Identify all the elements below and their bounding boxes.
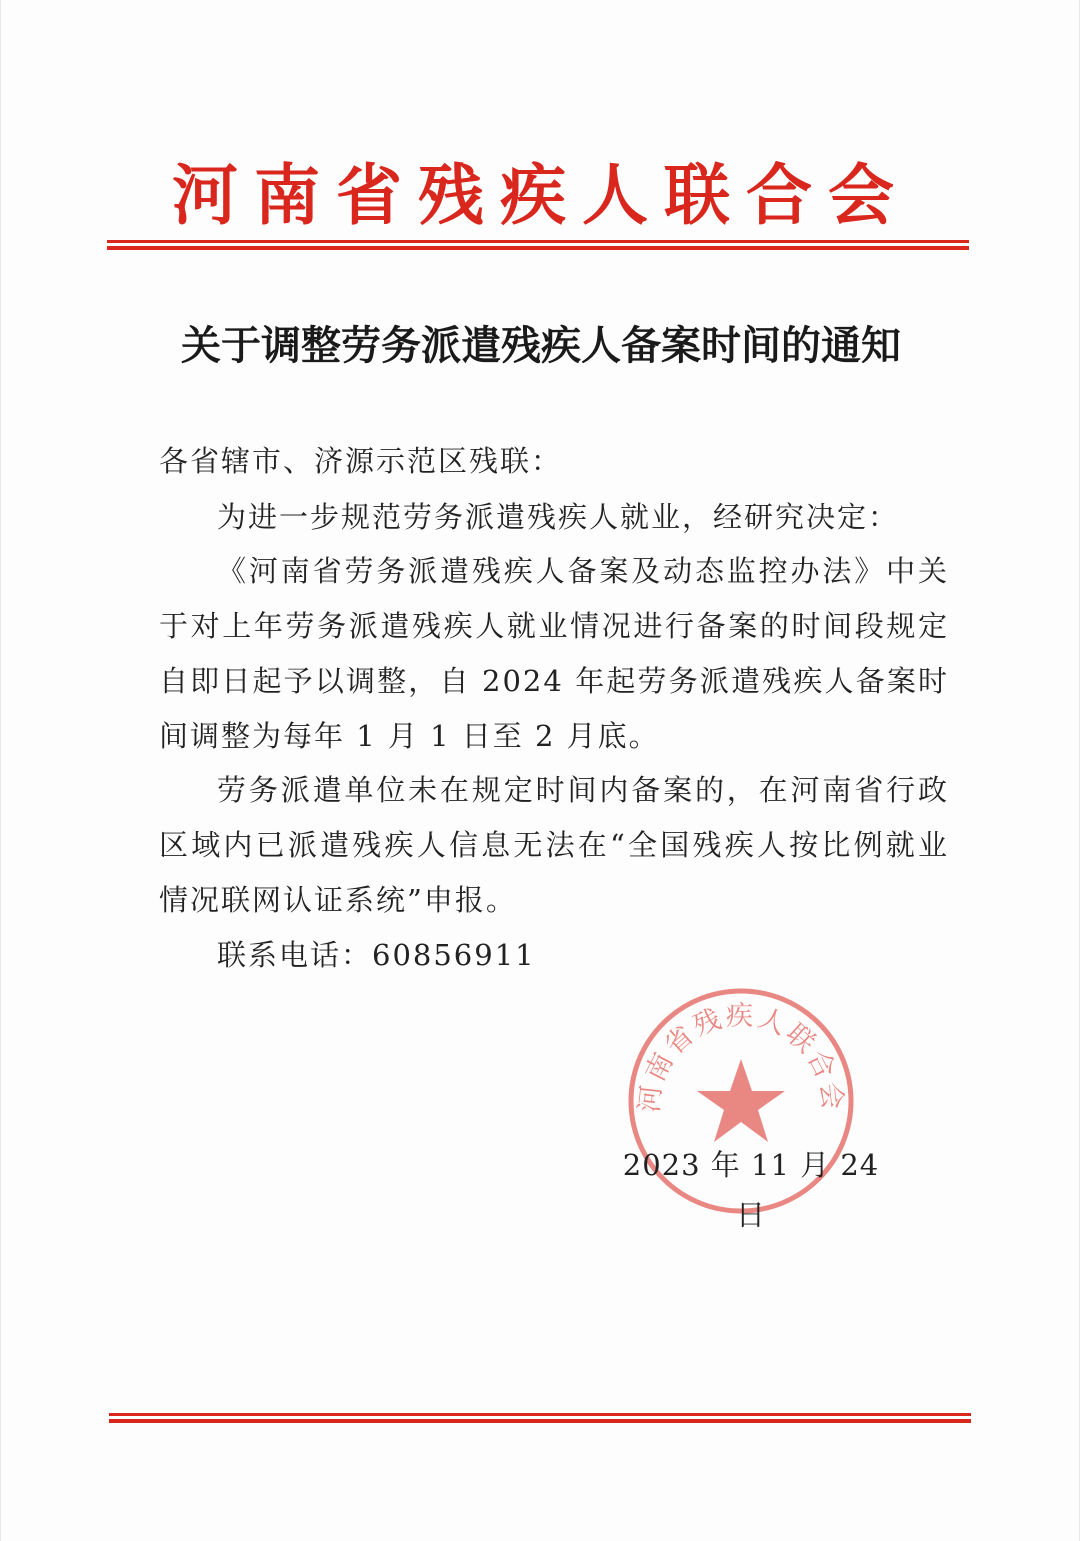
paragraph-intro: 为进一步规范劳务派遣残疾人就业，经研究决定：: [217, 500, 900, 534]
paragraph-consequence: 劳务派遣单位未在规定时间内备案的，在河南省行政区域内已派遣残疾人信息无法在“全国残疾人按比例就业情况联网认证系统”申报。: [159, 773, 949, 917]
contact-phone: 联系电话：60856911: [217, 938, 536, 972]
salutation: 各省辖市、济源示范区残联：: [159, 444, 563, 478]
footer-rule-thin: [109, 1413, 971, 1416]
footer-rule-thick: [109, 1419, 971, 1423]
paragraph-decision: 《河南省劳务派遣残疾人备案及动态监控办法》中关于对上年劳务派遣残疾人就业情况进行备案的时间段规定自即日起予以调整，自 2024 年起劳务派遣残疾人备案时间调整为每年 1 月 1 日至 2 月底。: [159, 554, 949, 753]
seal-text: 河南省残疾人联合会: [634, 1000, 848, 1115]
header-rule-thick: [107, 246, 969, 250]
header-rule-thin: [107, 240, 969, 243]
document-date: 2023 年 11 月 24 日: [622, 1148, 880, 1232]
organization-header: 河南省残疾人联合会: [172, 156, 910, 234]
document-title: 关于调整劳务派遣残疾人备案时间的通知: [181, 322, 901, 369]
seal-star-icon: [697, 1059, 785, 1142]
